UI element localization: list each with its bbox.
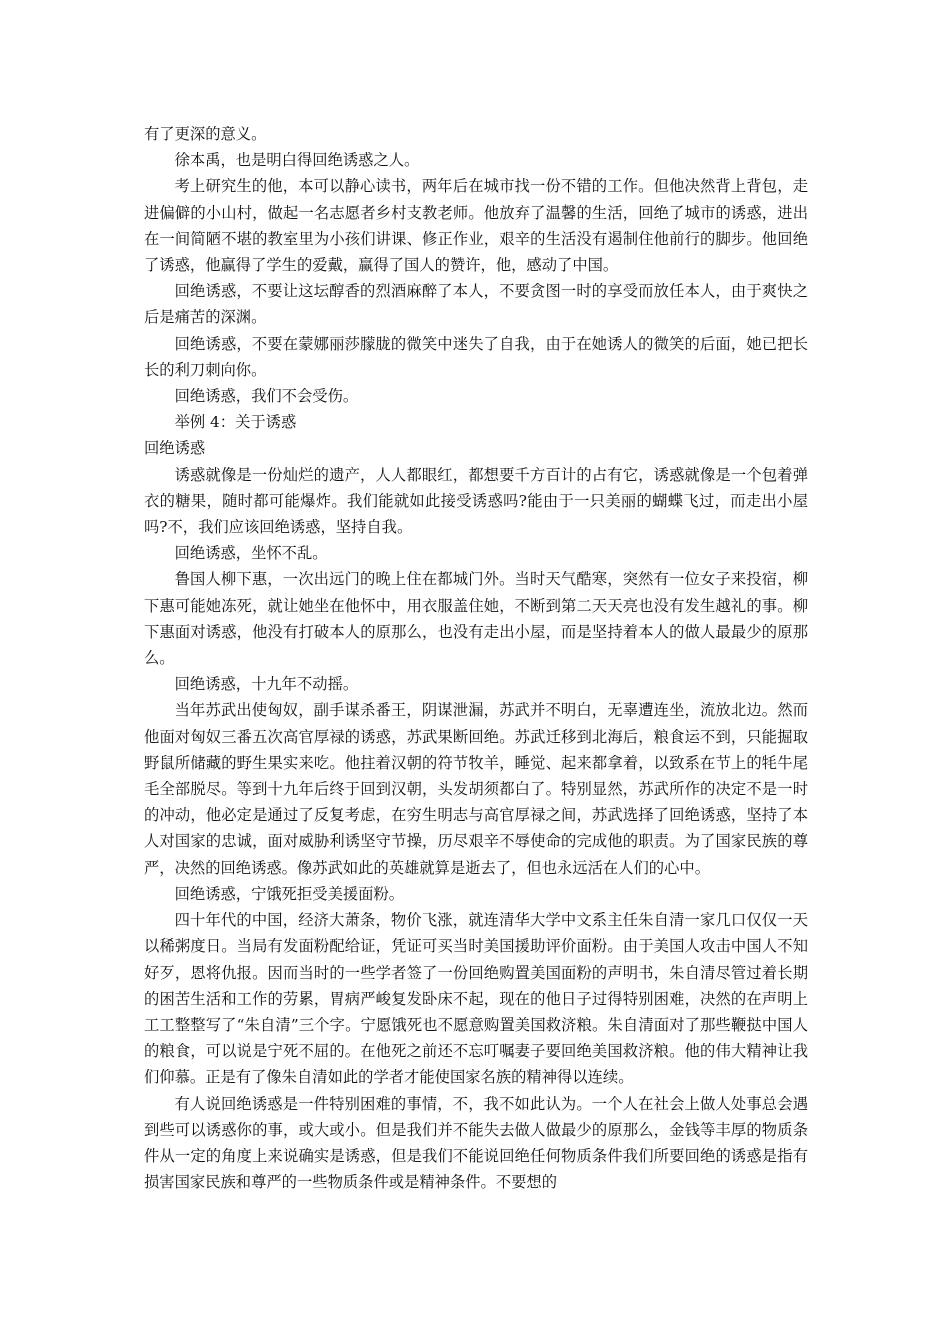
subheading-zhu-ziqing: 回绝诱惑，宁饿死拒受美援面粉。: [174, 884, 405, 903]
document-page: [144, 121, 808, 1195]
paragraph-liu-xiahui: 鲁国人柳下惠，一次出远门的晚上住在都城门外。当时天气酷寒，突然有一位女子来投宿，柳下惠可能她冻死，就让她坐在他怀中，用衣服盖住她，不断到第二天天亮也没有发生越礼的事。柳下惠面对诱惑，他没有打破本人的原那么，也没有走出小屋，而是坚持着本人的做人最最少的原那么。: [144, 570, 808, 668]
essay-title: 回绝诱惑: [144, 439, 206, 458]
paragraph-xu-benyu-intro: 徐本禹，也是明白得回绝诱惑之人。: [174, 151, 420, 170]
paragraph-xu-benyu-story: 考上研究生的他，本可以静心读书，两年后在城市找一份不错的工作。但他决然背上背包，走进偏僻的小山村，做起一名志愿者乡村支教老师。他放弃了温馨的生活，回绝了城市的诱惑，进出在一间简陋不堪的教室里为小孩们讲课、修正作业，艰辛的生活没有遏制住他前行的脚步。他回绝了诱惑，他赢得了学生的爱戴，赢得了国人的赞许，他，感动了中国。: [144, 177, 808, 275]
paragraph-refuse-mona-lisa: 回绝诱惑，不要在蒙娜丽莎朦胧的微笑中迷失了自我，由于在她诱人的微笑的后面，她已把长长的利刀刺向你。: [144, 334, 808, 379]
paragraph-su-wu: 当年苏武出使匈奴，副手谋杀番王，阴谋泄漏，苏武并不明白，无辜遭连坐，流放北边。然而他面对匈奴三番五次高官厚禄的诱惑，苏武果断回绝。苏武迁移到北海后，粮食运不到，只能掘取野鼠所储藏的野生果实来吃。他拄着汉朝的符节牧羊，睡觉、起来都拿着，以致系在节上的牦牛尾毛全部脱尽。等到十九年后终于回到汉朝，头发胡须都白了。特别显然，苏武所作的决定不是一时的冲动，他必定是通过了反复考虑，在穷生明志与高官厚禄之间，苏武选择了回绝诱惑，坚持了本人对国家的忠诚，面对威胁利诱坚守节操，历尽艰辛不辱使命的完成他的职责。为了国家民族的尊严，决然的回绝诱惑。像苏武如此的英雄就算是逝去了，但也永远活在人们的心中。: [144, 701, 808, 877]
paragraph-refuse-wine: 回绝诱惑，不要让这坛醇香的烈酒麻醉了本人，不要贪图一时的享受而放任本人，由于爽快之后是痛苦的深渊。: [144, 282, 808, 327]
example-heading: 举例 4：关于诱惑: [174, 413, 297, 432]
subheading-su-wu: 回绝诱惑，十九年不动摇。: [174, 675, 359, 694]
paragraph-conclusion: 有人说回绝诱惑是一件特别困难的事情，不，我不如此认为。一个人在社会上做人处事总会遇到些可以诱惑你的事，或大或小。但是我们并不能失去做人做最少的原那么，金钱等丰厚的物质条件从一定的角度上来说确实是诱惑，但是我们不能说回绝任何物质条件我们所要回绝的诱惑是指有损害国家民族和尊严的一些物质条件或是精神条件。不要想的: [144, 1094, 808, 1192]
paragraph-not-hurt: 回绝诱惑，我们不会受伤。: [174, 387, 359, 406]
paragraph-zhu-ziqing: 四十年代的中国，经济大萧条，物价飞涨，就连清华大学中文系主任朱自清一家几口仅仅一天以稀粥度日。当局有发面粉配给证，凭证可买当时美国援助评价面粉。由于美国人攻击中国人不知好歹，恩将仇报。因而当时的一些学者签了一份回绝购置美国面粉的声明书，朱自清尽管过着长期的困苦生活和工作的劳累，胃病严峻复发卧床不起，现在的他日子过得特别困难，决然的在声明上工工整整写了“朱自清”三个字。宁愿饿死也不愿意购置美国救济粮。朱自清面对了那些鞭挞中国人的粮食，可以说是宁死不屈的。在他死之前还不忘叮嘱妻子要回绝美国救济粮。他的伟大精神让我们仰慕。正是有了像朱自清如此的学者才能使国家名族的精神得以连续。: [144, 911, 808, 1087]
paragraph-continuation: 有了更深的意义。: [144, 125, 267, 143]
subheading-liu-xiahui: 回绝诱惑，坐怀不乱。: [174, 544, 328, 563]
paragraph-temptation-metaphor: 诱惑就像是一份灿烂的遗产，人人都眼红，都想要千方百计的占有它，诱惑就像是一个包着弹衣的糖果，随时都可能爆炸。我们能就如此接受诱惑吗?能由于一只美丽的蝴蝶飞过，而走出小屋吗?不，我们应该回绝诱惑，坚持自我。: [144, 465, 808, 537]
